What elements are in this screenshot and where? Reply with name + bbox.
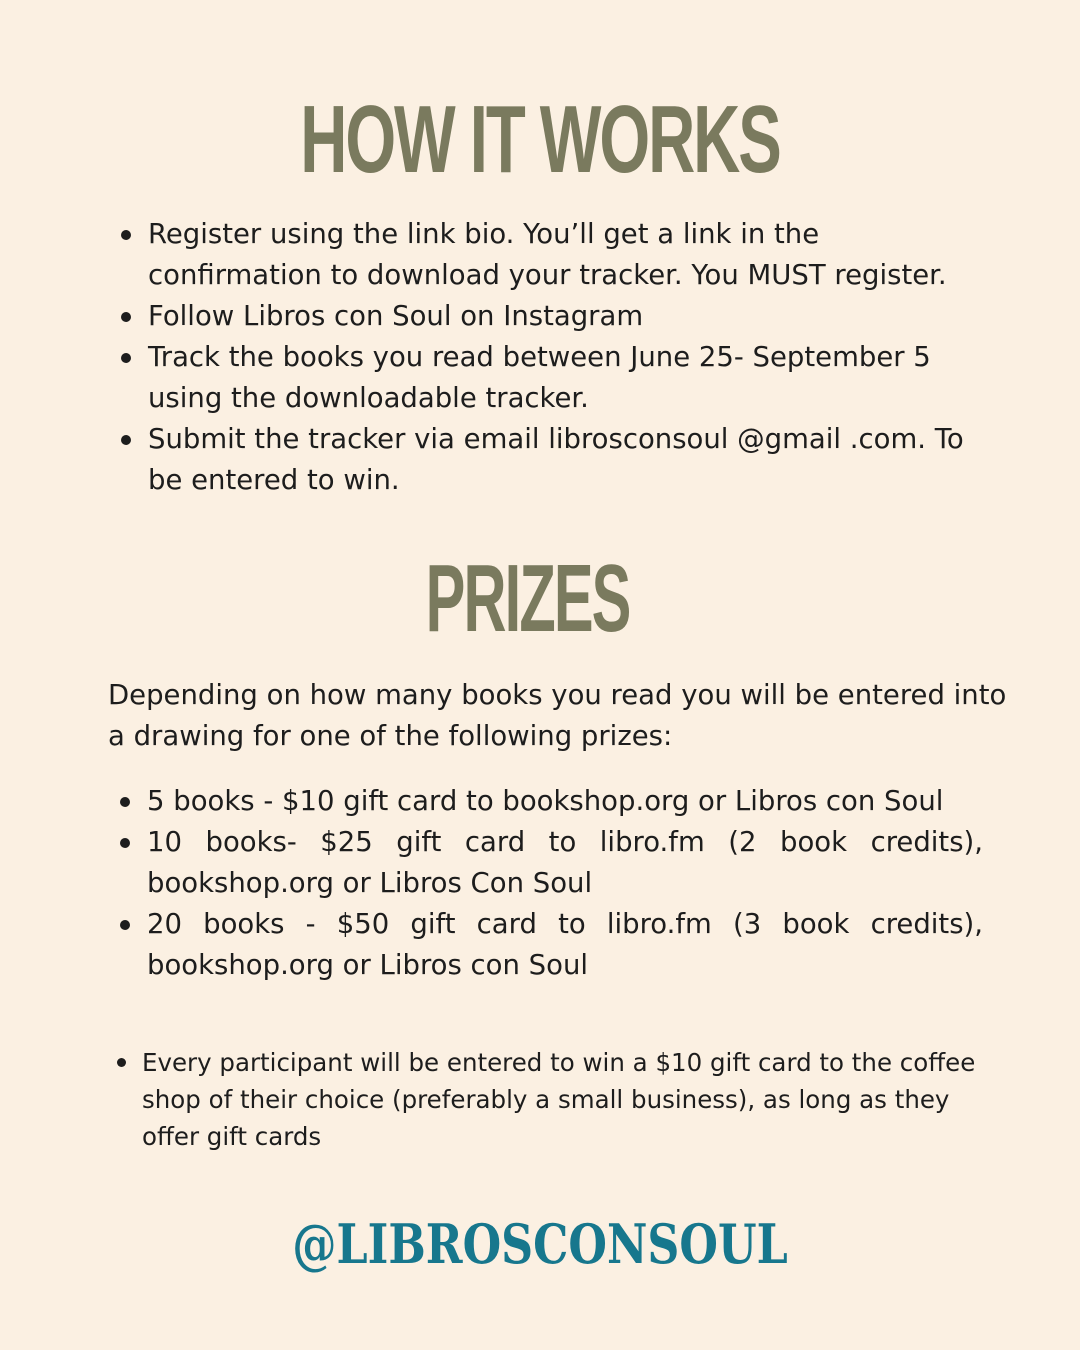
prizes-heading: PRIZES	[425, 545, 630, 652]
participant-prize: Every participant will be entered to win a $10 gift card to the coffee shop of their choice (preferably a small business), as long as they offer gift cards	[142, 1044, 992, 1155]
prize-tier-5-books: 5 books - $10 gift card to bookshop.org or Libros con Soul	[147, 781, 983, 822]
how-it-works-steps	[148, 214, 998, 501]
step-track: Track the books you read between June 25- September 5 using the downloadable tracker.	[148, 337, 998, 419]
step-register: Register using the link bio. You’ll get a link in the confirmation to download your tracker. You MUST register.	[148, 214, 998, 296]
prize-tier-10-books: 10 books- $25 gift card to libro.fm (2 book credits), bookshop.org or Libros Con Soul	[147, 822, 983, 904]
prize-tier-list	[147, 781, 983, 986]
step-submit: Submit the tracker via email librosconsoul @gmail .com. To be entered to win.	[148, 419, 998, 501]
prize-tier-20-books: 20 books - $50 gift card to libro.fm (3 book credits), bookshop.org or Libros con Soul	[147, 904, 983, 986]
prizes-intro: Depending on how many books you read you will be entered into a drawing for one of the following prizes:	[108, 679, 1007, 752]
how-it-works-heading: HOW IT WORKS	[300, 86, 780, 193]
participant-prize-list	[142, 1044, 992, 1155]
step-follow: Follow Libros con Soul on Instagram	[148, 296, 998, 337]
instagram-handle: @LIBROSCONSOUL	[292, 1212, 788, 1276]
